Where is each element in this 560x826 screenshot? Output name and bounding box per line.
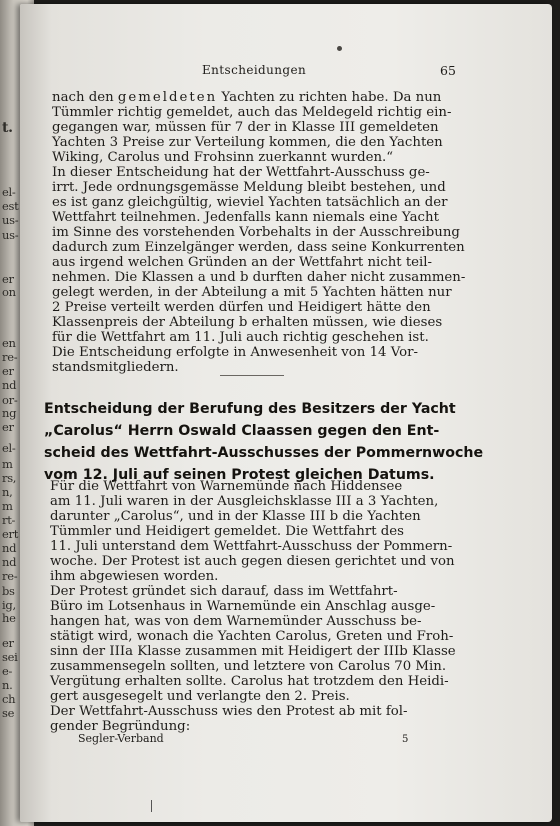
heading-line: Entscheidung der Berufung des Besitzers der Yacht — [44, 401, 456, 417]
text-run: Yachten 3 Preise zur Verteilung kommen, die den Yachten — [52, 135, 443, 150]
text-run: nehmen. Die Klassen a und b durften daher nicht zusammen- — [52, 270, 466, 285]
previous-page-fragment: m — [2, 457, 13, 471]
previous-page-fragment: re- — [2, 350, 18, 364]
previous-page-fragment: se — [2, 706, 15, 720]
text-run: In dieser Entscheidung hat der Wettfahrt-Ausschuss ge- — [52, 165, 430, 180]
previous-page-fragment: rt- — [2, 513, 16, 527]
previous-page-fragment: m — [2, 499, 13, 513]
text-line — [52, 285, 454, 300]
text-line — [52, 120, 454, 135]
previous-page-fragment: ig, — [2, 598, 16, 612]
previous-page-fragment: on — [2, 285, 16, 299]
text-run: Die Entscheidung erfolgte in Anwesenheit von 14 Vor- — [52, 345, 418, 360]
text-line — [52, 210, 454, 225]
previous-page-fragment: he — [2, 611, 16, 625]
book-page — [20, 4, 552, 822]
text-line: Der Protest gründet sich darauf, dass im Wettfahrt- — [50, 584, 398, 599]
previous-page-fragment: t. — [2, 120, 13, 136]
text-line — [52, 90, 454, 105]
previous-page-fragment: nd — [2, 555, 17, 569]
text-line: 11. Juli unterstand dem Wettfahrt-Ausschuss der Pommern- — [50, 539, 453, 554]
text-line: Für die Wettfahrt von Warnemünde nach Hiddensee — [50, 479, 403, 494]
text-run: Yachten zu richten habe. Da nun — [217, 90, 442, 105]
text-line — [52, 150, 454, 165]
text-run: irrt. Jede ordnungsgemässe Meldung bleibt bestehen, und — [52, 180, 446, 195]
previous-page-fragment: nd — [2, 541, 17, 555]
previous-page-fragment: ch — [2, 692, 16, 706]
text-line: darunter „Carolus“, und in der Klasse III b die Yachten — [50, 509, 421, 524]
text-line — [52, 105, 454, 120]
text-run: für die Wettfahrt am 11. Juli auch richtig geschehen ist. — [52, 330, 429, 345]
page-speck — [337, 46, 342, 51]
text-line: Büro im Lotsenhaus in Warnemünde ein Anschlag ausge- — [50, 599, 436, 614]
text-line: Der Wettfahrt-Ausschuss wies den Protest ab mit fol- — [50, 704, 408, 719]
previous-page-fragment: e- — [2, 664, 13, 678]
previous-page-fragment: el- — [2, 441, 16, 455]
text-run: standsmitgliedern. — [52, 360, 179, 375]
text-line: am 11. Juli waren in der Ausgleichsklasse III a 3 Yachten, — [50, 494, 439, 509]
previous-page-fragment: er — [2, 420, 14, 434]
text-run: Wiking, Carolus und Frohsinn zuerkannt wurden.“ — [52, 150, 394, 165]
previous-page-fragment: rs, — [2, 471, 17, 485]
text-line: stätigt wird, wonach die Yachten Carolus, Greten und Froh- — [50, 629, 454, 644]
previous-page-fragment: or- — [2, 393, 18, 407]
previous-page-fragment: us- — [2, 213, 19, 227]
text-line: ihm abgewiesen worden. — [50, 569, 219, 584]
text-line — [52, 135, 454, 150]
text-run: gelegt werden, in der Abteilung a mit 5 Yachten hätten nur — [52, 285, 452, 300]
text-line — [52, 300, 454, 315]
previous-page-fragment: bs — [2, 584, 15, 598]
previous-page-fragment: er — [2, 636, 14, 650]
section-2-text — [50, 479, 454, 734]
text-line — [52, 315, 454, 330]
previous-page-fragment: ert — [2, 527, 19, 541]
text-line: Tümmler und Heidigert gemeldet. Die Wettfahrt des — [50, 524, 404, 539]
text-line: gert ausgesegelt und verlangte den 2. Preis. — [50, 689, 350, 704]
previous-page-fragment: sei — [2, 650, 18, 664]
footer-publisher: Segler-Verband — [78, 732, 164, 745]
text-run: Klassenpreis der Abteilung b erhalten müssen, wie dieses — [52, 315, 443, 330]
previous-page-fragment: nd — [2, 378, 17, 392]
page-mark — [151, 800, 152, 812]
previous-page-fragment: re- — [2, 569, 18, 583]
text-line — [52, 165, 454, 180]
previous-page-fragment: n, — [2, 485, 13, 499]
previous-page-fragment: est — [2, 199, 19, 213]
text-run: es ist ganz gleichgültig, wieviel Yachten tatsächlich an der — [52, 195, 448, 210]
previous-page-fragment: er — [2, 272, 14, 286]
text-run: im Sinne des vorstehenden Vorbehalts in der Ausschreibung — [52, 225, 460, 240]
previous-page-fragment: ng — [2, 406, 17, 420]
text-run: dadurch zum Einzelgänger werden, dass seine Konkurrenten — [52, 240, 465, 255]
text-line: sinn der IIIa Klasse zusammen mit Heidigert der IIIb Klasse — [50, 644, 456, 659]
previous-page-fragment: en — [2, 336, 16, 350]
running-head: Entscheidungen — [202, 63, 307, 77]
text-run: nach den — [52, 90, 118, 105]
text-line — [52, 225, 460, 240]
page-number: 65 — [440, 63, 456, 78]
heading-line: vom 12. Juli auf seinen Protest gleichen Datums. — [44, 467, 435, 483]
previous-page-fragment: n. — [2, 678, 13, 692]
previous-page-fragment: el- — [2, 185, 16, 199]
section-divider — [220, 375, 284, 376]
text-line: hangen hat, was von dem Warnemünder Ausschuss be- — [50, 614, 422, 629]
text-run: 2 Preise verteilt werden dürfen und Heidigert hätte den — [52, 300, 431, 315]
text-line — [52, 255, 454, 270]
text-line — [52, 330, 454, 345]
text-line — [52, 240, 465, 255]
text-line — [52, 195, 454, 210]
text-line: zusammensegeln sollten, und letztere von Carolus 70 Min. — [50, 659, 447, 674]
text-line — [52, 180, 454, 195]
text-run: gegangen war, müssen für 7 der in Klasse III gemeldeten — [52, 120, 439, 135]
text-run: Tümmler richtig gemeldet, auch das Meldegeld richtig ein- — [52, 105, 452, 120]
previous-page-fragment: us- — [2, 228, 19, 242]
text-line — [52, 270, 466, 285]
text-line — [52, 360, 454, 375]
text-run: gemeldeten — [117, 90, 218, 105]
text-run: aus irgend welchen Gründen an der Wettfahrt nicht teil- — [52, 255, 433, 270]
section-heading — [44, 398, 484, 486]
text-line: Vergütung erhalten sollte. Carolus hat trotzdem den Heidi- — [50, 674, 449, 689]
section-1-text — [52, 90, 466, 375]
text-line — [52, 345, 454, 360]
previous-page-fragment: er — [2, 364, 14, 378]
heading-line: „Carolus“ Herrn Oswald Claassen gegen den Ent- — [44, 423, 440, 439]
heading-line: scheid des Wettfahrt-Ausschusses der Pommernwoche — [44, 445, 484, 461]
text-run: Wettfahrt teilnehmen. Jedenfalls kann niemals eine Yacht — [52, 210, 439, 225]
footer-signature-number: 5 — [402, 734, 409, 745]
text-line: gender Begründung: — [50, 719, 191, 734]
text-line: woche. Der Protest ist auch gegen diesen gerichtet und von — [50, 554, 455, 569]
